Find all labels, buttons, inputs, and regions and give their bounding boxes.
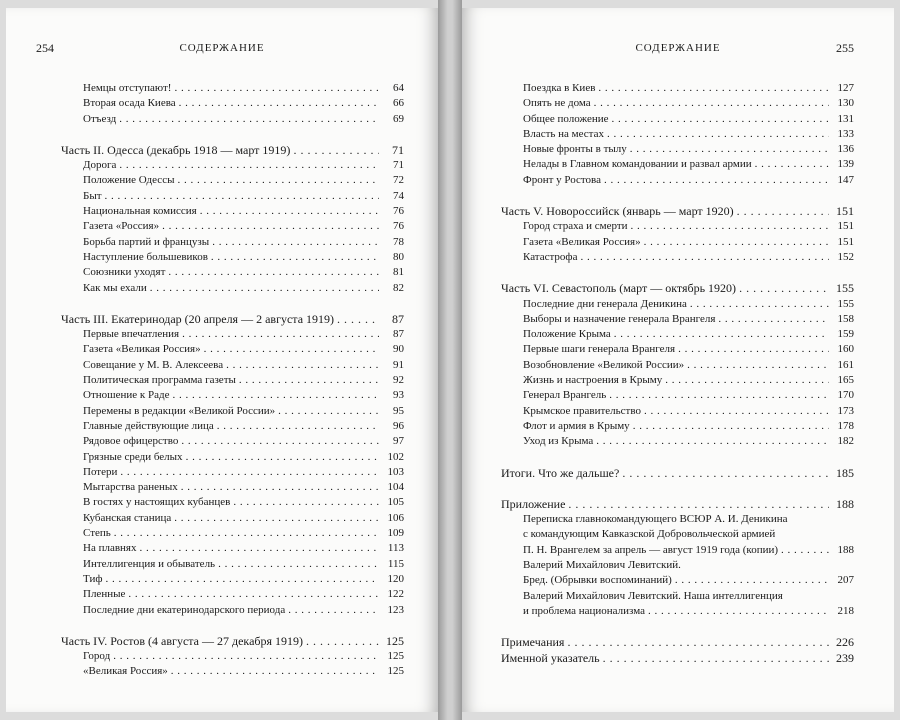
toc-entry	[61, 189, 404, 204]
toc-entry	[501, 342, 854, 357]
toc-leader-dots	[226, 358, 379, 373]
toc-entry-title: Рядовое офицерство	[83, 435, 179, 448]
toc-leader-dots	[119, 112, 379, 127]
toc-entry-title: Потери	[83, 465, 118, 478]
toc-page-number: 96	[393, 419, 404, 432]
toc-entry-title: Наступление большевиков	[83, 250, 208, 263]
toc-leader-dots	[678, 342, 829, 357]
toc-part-heading	[501, 204, 854, 219]
toc-entry-title: Как мы ехали	[83, 281, 147, 294]
toc-page-number: 131	[837, 112, 854, 125]
toc-page-number: 109	[387, 527, 404, 540]
toc-entry	[61, 342, 404, 357]
toc-leader-dots	[233, 495, 379, 510]
toc-leader-dots	[598, 81, 829, 96]
toc-leader-dots	[622, 466, 829, 481]
toc-page-number: 120	[387, 572, 404, 585]
toc-page-number: 82	[393, 281, 404, 294]
toc-entry-title: В гостях у настоящих кубанцев	[83, 496, 231, 509]
toc-page-number: 239	[836, 650, 854, 665]
toc-page-number: 122	[387, 588, 404, 601]
toc-entry	[61, 373, 404, 388]
toc-entry-title: Грязные среди белых	[83, 450, 183, 463]
toc-entry	[61, 419, 404, 434]
left-page-number: 254	[36, 41, 54, 55]
toc-entry-title: Уход из Крыма	[523, 435, 594, 448]
toc-leader-dots	[174, 81, 379, 96]
toc-entry-title: Совещание у М. В. Алексеева	[83, 358, 224, 371]
toc-entry-title: Город	[83, 650, 111, 663]
book-gutter	[438, 0, 462, 720]
toc-entry-title: Интеллигенция и обыватель	[83, 557, 216, 570]
toc-entry-title: Поездка в Киев	[523, 82, 596, 94]
toc-entry-title: Национальная комиссия	[83, 205, 197, 218]
toc-entry-title: Газета «Россия»	[83, 220, 160, 233]
toc-leader-dots	[568, 497, 829, 512]
toc-entry	[501, 250, 854, 265]
toc-page-number: 71	[392, 142, 404, 157]
toc-part-heading	[61, 634, 404, 649]
toc-page-number: 104	[387, 481, 404, 494]
toc-leader-dots	[181, 480, 379, 495]
toc-entry	[501, 219, 854, 234]
toc-entry-title: Валерий Михайлович Левитский. Наша интеллигенция	[523, 589, 783, 602]
toc-entry-title: Жизнь и настроения в Крыму	[523, 374, 663, 387]
toc-page-number: 161	[837, 358, 854, 371]
toc-entry	[61, 112, 404, 127]
toc-entry	[61, 388, 404, 403]
toc-entry-title: с командующим Кавказской Добровольческой армией	[523, 528, 776, 541]
toc-page-number: 151	[837, 220, 854, 233]
toc-entry	[61, 173, 404, 188]
toc-part-heading	[501, 466, 854, 481]
toc-entry-title: Часть VI. Севастополь (март — октябрь 1920)	[501, 281, 737, 296]
toc-entry	[501, 142, 854, 157]
toc-part-heading	[61, 143, 404, 158]
toc-part-heading	[501, 497, 854, 512]
right-page-number: 255	[836, 41, 854, 55]
toc-entry-title: Отношение к Раде	[83, 389, 170, 402]
toc-page-number: 155	[837, 297, 854, 310]
toc-entry	[61, 404, 404, 419]
toc-entry-title: Положение Крыма	[523, 328, 611, 341]
toc-entry-title: Переписка главнокомандующего ВСЮР А. И. Деникина	[523, 513, 788, 526]
toc-leader-dots	[580, 250, 829, 265]
toc-entry	[61, 450, 404, 465]
toc-page-number: 92	[393, 374, 404, 387]
toc-leader-dots	[781, 543, 829, 558]
toc-leader-dots	[690, 297, 829, 312]
toc-page-number: 87	[392, 311, 404, 326]
toc-leader-dots	[567, 635, 829, 650]
toc-page-number: 165	[837, 374, 854, 387]
right-page	[462, 8, 894, 712]
toc-entry-title: Немцы отступают!	[83, 82, 172, 94]
toc-page-number: 91	[393, 358, 404, 371]
toc-entry	[61, 557, 404, 572]
toc-leader-dots	[630, 142, 829, 157]
toc-entry	[61, 158, 404, 173]
toc-page-number: 151	[837, 235, 854, 248]
toc-entry-title: Политическая программа газеты	[83, 374, 236, 387]
toc-entry-title: Главные действующие лица	[83, 419, 214, 432]
toc-page-number: 125	[387, 665, 404, 678]
toc-leader-dots	[614, 327, 829, 342]
toc-entry	[501, 235, 854, 250]
toc-entry-title: Быт	[83, 189, 102, 202]
toc-entry	[501, 604, 854, 619]
toc-entry-title: Город страха и смерти	[523, 220, 628, 233]
toc-leader-dots	[609, 388, 829, 403]
toc-entry-title: Катастрофа	[523, 250, 578, 263]
toc-entry-title: Часть III. Екатеринодар (20 апреля — 2 августа 1919)	[61, 311, 335, 326]
toc-leader-dots	[737, 204, 829, 219]
toc-leader-dots	[174, 511, 379, 526]
toc-entry-title: Выборы и назначение генерала Врангеля	[523, 312, 716, 325]
toc-entry	[501, 81, 854, 96]
toc-entry	[501, 112, 854, 127]
toc-entry	[501, 373, 854, 388]
toc-page-number: 123	[387, 603, 404, 616]
toc-page-number: 87	[393, 328, 404, 341]
toc-entry	[61, 327, 404, 342]
toc-leader-dots	[211, 250, 379, 265]
toc-page-number: 127	[837, 82, 854, 94]
toc-entry-title: Степь	[83, 527, 111, 540]
toc-entry	[61, 526, 404, 541]
toc-entry	[501, 327, 854, 342]
toc-entry	[501, 157, 854, 172]
toc-leader-dots	[177, 173, 379, 188]
toc-entry-title: Пленные	[83, 588, 126, 601]
toc-entry-title: Именной указатель	[501, 650, 600, 665]
toc-leader-dots	[172, 388, 379, 403]
toc-page-number: 105	[387, 496, 404, 509]
toc-page-number: 136	[837, 143, 854, 156]
toc-entry	[501, 419, 854, 434]
toc-leader-dots	[665, 373, 829, 388]
toc-entry-title: Примечания	[501, 635, 565, 650]
toc-entry	[501, 434, 854, 449]
toc-page-number: 160	[837, 343, 854, 356]
toc-page-number: 66	[393, 97, 404, 110]
toc-page-number: 130	[837, 97, 854, 110]
right-running-head: СОДЕРЖАНИЕ	[635, 42, 721, 54]
toc-part-heading	[61, 312, 404, 327]
toc-page-number: 151	[836, 204, 854, 219]
toc-entry-title: Отъезд	[83, 112, 117, 125]
toc-leader-dots	[644, 235, 829, 250]
toc-entry	[61, 434, 404, 449]
toc-entry-title: «Великая Россия»	[83, 665, 168, 678]
toc-entry-title: Положение Одессы	[83, 174, 175, 187]
toc-page-number: 76	[393, 220, 404, 233]
toc-page-number: 173	[837, 404, 854, 417]
toc-entry	[501, 573, 854, 588]
toc-leader-dots	[288, 603, 379, 618]
toc-entry	[61, 541, 404, 556]
toc-entry	[61, 572, 404, 587]
toc-leader-dots	[611, 112, 829, 127]
left-page	[6, 8, 438, 712]
toc-leader-dots	[139, 541, 379, 556]
toc-entry-title: Последние дни екатеринодарского периода	[83, 603, 286, 616]
toc-entry-title: Возобновление «Великой России»	[523, 358, 685, 371]
toc-page-number: 115	[387, 557, 404, 570]
toc-entry	[61, 96, 404, 111]
toc-page-number: 182	[837, 435, 854, 448]
toc-leader-dots	[181, 434, 379, 449]
toc-leader-dots	[239, 373, 379, 388]
toc-page-number: 78	[393, 235, 404, 248]
toc-entry	[501, 96, 854, 111]
toc-page-number: 159	[837, 328, 854, 341]
toc-page-number: 207	[837, 574, 854, 587]
toc-page-number: 158	[837, 312, 854, 325]
toc-leader-dots	[337, 312, 379, 327]
toc-entry	[61, 495, 404, 510]
toc-entry	[61, 664, 404, 679]
toc-entry	[61, 587, 404, 602]
toc-entry-title: Кубанская станица	[83, 511, 172, 524]
toc-page-number: 93	[393, 389, 404, 402]
toc-page-number: 81	[393, 266, 404, 279]
toc-page-number: 72	[393, 174, 404, 187]
toc-leader-dots	[105, 189, 379, 204]
toc-entry	[61, 511, 404, 526]
toc-page-number: 102	[387, 450, 404, 463]
toc-entry	[501, 173, 854, 188]
toc-entry	[61, 603, 404, 618]
toc-page-number: 76	[393, 205, 404, 218]
toc-entry	[501, 589, 854, 604]
toc-page-number: 90	[393, 343, 404, 356]
left-running-head: СОДЕРЖАНИЕ	[179, 42, 265, 54]
toc-entry-title: Крымское правительство	[523, 404, 641, 417]
toc-page-number: 218	[837, 604, 854, 617]
toc-entry	[501, 512, 854, 527]
toc-entry-title: Флот и армия в Крыму	[523, 419, 630, 432]
toc-entry	[61, 219, 404, 234]
toc-entry-title: Мытарства раненых	[83, 481, 178, 494]
toc-leader-dots	[217, 419, 379, 434]
toc-entry-title: Валерий Михайлович Левитский.	[523, 559, 681, 572]
toc-page-number: 188	[837, 543, 854, 556]
toc-entry-title: и проблема национализма	[523, 604, 645, 617]
toc-leader-dots	[607, 127, 829, 142]
toc-leader-dots	[596, 434, 829, 449]
toc-leader-dots	[150, 281, 379, 296]
toc-entry-title: Союзники уходят	[83, 266, 166, 279]
toc-leader-dots	[755, 157, 829, 172]
toc-entry-title: Первые шаги генерала Врангеля	[523, 343, 676, 356]
toc-entry	[61, 204, 404, 219]
toc-entry	[501, 127, 854, 142]
toc-entry-title: Власть на местах	[523, 127, 605, 140]
toc-entry-title: Борьба партий и французы	[83, 235, 210, 248]
toc-page-number: 125	[387, 650, 404, 663]
toc-entry	[61, 649, 404, 664]
toc-entry-title: Опять не дома	[523, 97, 591, 110]
toc-page-number: 113	[387, 542, 404, 555]
toc-page-number: 226	[836, 635, 854, 650]
toc-entry-title: Нелады в Главном командовании и развал армии	[523, 158, 752, 171]
toc-entry	[501, 358, 854, 373]
toc-entry-title: Часть II. Одесса (декабрь 1918 — март 1919)	[61, 142, 291, 157]
toc-page-number: 74	[393, 189, 404, 202]
toc-page-number: 178	[837, 419, 854, 432]
toc-entry-title: П. Н. Врангелем за апрель — август 1919 года (копии)	[523, 543, 779, 556]
toc-entry-title: Вторая осада Киева	[83, 97, 176, 110]
toc-entry-title: Итоги. Что же дальше?	[501, 465, 620, 480]
toc-entry-title: Приложение	[501, 496, 566, 511]
toc-part-heading	[501, 635, 854, 650]
toc-leader-dots	[179, 96, 379, 111]
toc-leader-dots	[633, 419, 829, 434]
toc-entry	[61, 81, 404, 96]
toc-entry-title: Бред. (Обрывки воспоминаний)	[523, 574, 672, 587]
toc-entry	[501, 388, 854, 403]
toc-entry-title: Дорога	[83, 159, 117, 172]
toc-entry-title: Фронт у Ростова	[523, 173, 601, 186]
toc-entry-title: Последние дни генерала Деникина	[523, 297, 687, 310]
toc-page-number: 103	[387, 465, 404, 478]
toc-leader-dots	[644, 404, 829, 419]
toc-leader-dots	[718, 312, 829, 327]
toc-page-number: 125	[386, 633, 404, 648]
toc-page-number: 152	[837, 250, 854, 263]
toc-page-number: 64	[393, 82, 404, 94]
toc-entry	[501, 543, 854, 558]
toc-page-number: 133	[837, 127, 854, 140]
toc-entry-title: Газета «Великая Россия»	[523, 235, 641, 248]
toc-entry-title: Перемены в редакции «Великой России»	[83, 404, 276, 417]
toc-leader-dots	[278, 404, 379, 419]
toc-entry	[501, 312, 854, 327]
toc-page-number: 147	[837, 173, 854, 186]
toc-entry	[61, 265, 404, 280]
toc-leader-dots	[113, 649, 379, 664]
toc-entry-title: Общее положение	[523, 112, 609, 125]
toc-page-number: 188	[836, 496, 854, 511]
toc-entry-title: Тиф	[83, 572, 103, 585]
toc-leader-dots	[218, 557, 379, 572]
toc-leader-dots	[687, 358, 829, 373]
toc-leader-dots	[120, 465, 379, 480]
toc-leader-dots	[293, 143, 379, 158]
toc-page-number: 71	[393, 159, 404, 172]
toc-entry	[501, 297, 854, 312]
toc-leader-dots	[594, 96, 829, 111]
toc-entry	[61, 358, 404, 373]
toc-leader-dots	[204, 342, 379, 357]
toc-leader-dots	[128, 587, 379, 602]
toc-leader-dots	[105, 572, 379, 587]
toc-entry	[501, 527, 854, 542]
toc-leader-dots	[306, 634, 379, 649]
toc-part-heading	[501, 281, 854, 296]
toc-leader-dots	[171, 664, 379, 679]
toc-entry	[61, 250, 404, 265]
toc-entry-title: Часть IV. Ростов (4 августа — 27 декабря 1919)	[61, 633, 304, 648]
toc-page-number: 185	[836, 465, 854, 480]
toc-leader-dots	[603, 651, 829, 666]
toc-leader-dots	[162, 219, 379, 234]
toc-page-number: 80	[393, 250, 404, 263]
toc-leader-dots	[675, 573, 829, 588]
toc-leader-dots	[739, 281, 829, 296]
right-toc	[501, 81, 854, 666]
toc-page-number: 95	[393, 404, 404, 417]
toc-leader-dots	[648, 604, 829, 619]
toc-entry	[501, 558, 854, 573]
toc-leader-dots	[186, 450, 379, 465]
toc-part-heading	[501, 651, 854, 666]
toc-entry-title: Первые впечатления	[83, 328, 180, 341]
toc-entry-title: Газета «Великая Россия»	[83, 343, 201, 356]
toc-leader-dots	[604, 173, 829, 188]
toc-page-number: 97	[393, 435, 404, 448]
toc-entry	[501, 404, 854, 419]
toc-page-number: 155	[836, 281, 854, 296]
toc-entry-title: Новые фронты в тылу	[523, 143, 627, 156]
toc-leader-dots	[168, 265, 379, 280]
toc-entry	[61, 480, 404, 495]
toc-entry-title: Генерал Врангель	[523, 389, 607, 402]
toc-page-number: 106	[387, 511, 404, 524]
toc-page-number: 139	[837, 158, 854, 171]
toc-leader-dots	[200, 204, 379, 219]
toc-leader-dots	[114, 526, 379, 541]
toc-leader-dots	[182, 327, 379, 342]
toc-leader-dots	[631, 219, 829, 234]
toc-entry	[61, 235, 404, 250]
toc-entry	[61, 465, 404, 480]
toc-leader-dots	[119, 158, 379, 173]
toc-entry-title: Часть V. Новороссийск (январь — март 1920)	[501, 204, 734, 219]
toc-entry	[61, 281, 404, 296]
left-toc	[61, 81, 404, 680]
toc-entry-title: На плавнях	[83, 542, 137, 555]
toc-page-number: 69	[393, 112, 404, 125]
toc-leader-dots	[212, 235, 379, 250]
toc-page-number: 170	[837, 389, 854, 402]
